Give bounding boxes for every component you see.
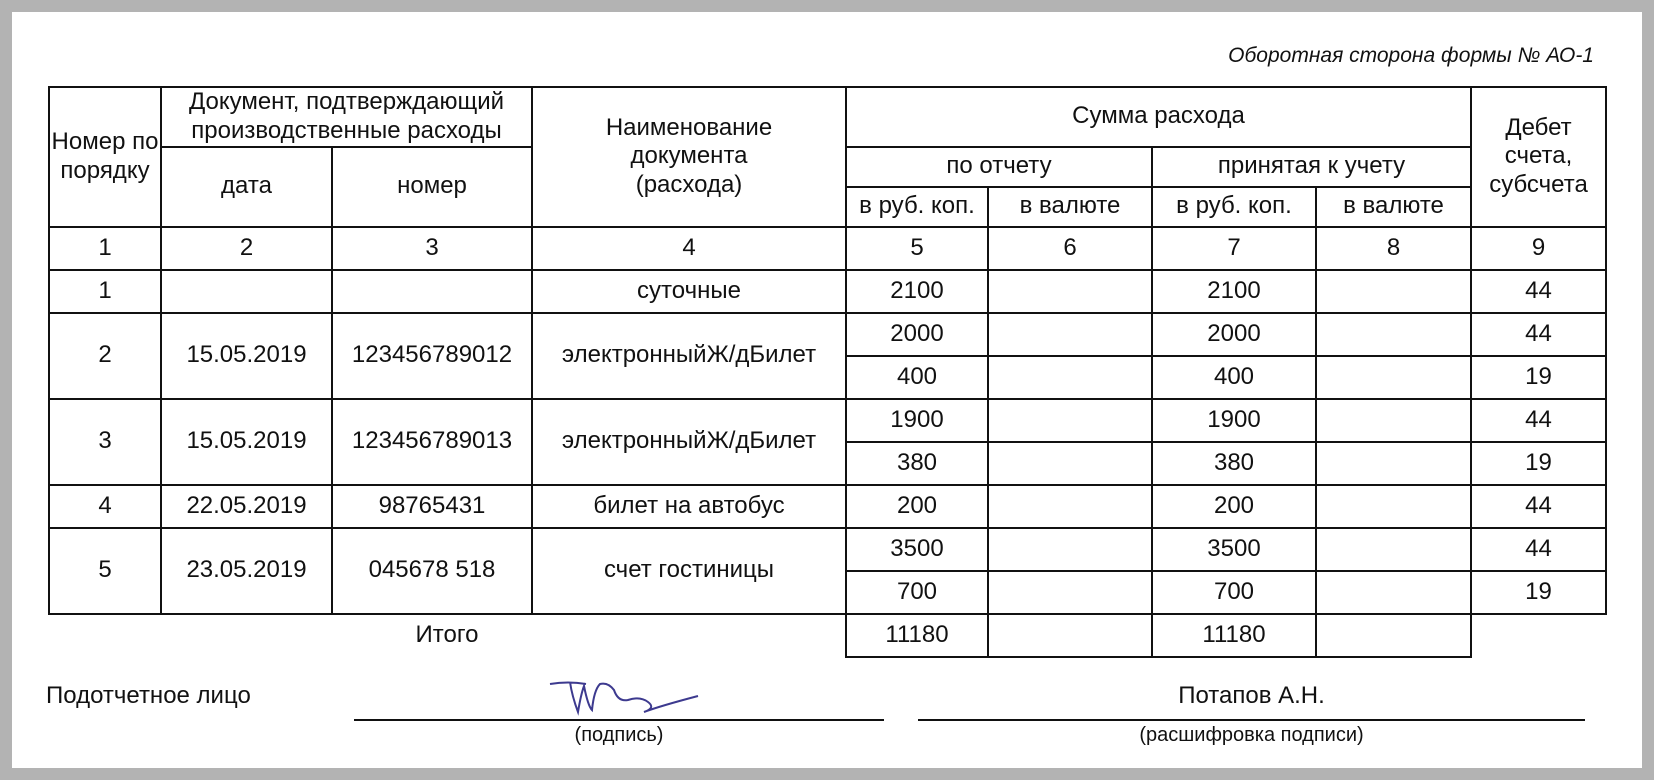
- header-sum-group: Сумма расхода: [846, 87, 1471, 147]
- cell-number: [332, 270, 532, 313]
- handwritten-signature: [548, 676, 718, 724]
- cell-acc-rub: 3500: [1152, 528, 1316, 571]
- header-doc-name: Наименование документа (расхода): [532, 87, 846, 227]
- cell-acc-rub: 700: [1152, 571, 1316, 614]
- cell-debit: 44: [1471, 399, 1606, 442]
- cell-cur: [988, 442, 1152, 485]
- header-accepted: принятая к учету: [1152, 147, 1471, 187]
- accountable-person-label: Подотчетное лицо: [46, 682, 251, 709]
- column-number: 4: [532, 227, 846, 270]
- column-number: 3: [332, 227, 532, 270]
- cell-debit: 44: [1471, 313, 1606, 356]
- header-debit: Дебет счета, субсчета: [1471, 87, 1606, 227]
- cell-acc-rub: 2100: [1152, 270, 1316, 313]
- cell-no: 5: [49, 528, 161, 614]
- total-empty: [1471, 614, 1606, 657]
- cell-no: 4: [49, 485, 161, 528]
- cell-acc-rub: 400: [1152, 356, 1316, 399]
- expense-table: [48, 86, 1607, 658]
- table-row: [49, 313, 1606, 356]
- cell-rub: 400: [846, 356, 988, 399]
- header-currency: в валюте: [988, 187, 1152, 227]
- table-row: [49, 485, 1606, 528]
- cell-no: 2: [49, 313, 161, 399]
- table-row: [49, 270, 1606, 313]
- cell-number: 123456789012: [332, 313, 532, 399]
- column-number: 1: [49, 227, 161, 270]
- cell-cur: [988, 485, 1152, 528]
- total-acc-rub: 11180: [1152, 614, 1316, 657]
- total-acc-cur: [1316, 614, 1471, 657]
- total-row: [49, 614, 1606, 657]
- cell-cur: [988, 399, 1152, 442]
- cell-date: 15.05.2019: [161, 313, 332, 399]
- cell-name: счет гостиницы: [532, 528, 846, 614]
- column-number: 9: [1471, 227, 1606, 270]
- person-name: Потапов А.Н.: [1178, 682, 1325, 709]
- form-caption: Оборотная сторона формы № АО-1: [1228, 44, 1594, 67]
- cell-debit: 44: [1471, 485, 1606, 528]
- cell-acc-rub: 200: [1152, 485, 1316, 528]
- column-number: 7: [1152, 227, 1316, 270]
- table-row: [49, 528, 1606, 571]
- header-accepted-rub: в руб. коп.: [1152, 187, 1316, 227]
- table-row: [49, 399, 1606, 442]
- total-rub: 11180: [846, 614, 988, 657]
- cell-name: электронныйЖ/дБилет: [532, 313, 846, 399]
- cell-rub: 2100: [846, 270, 988, 313]
- cell-rub: 3500: [846, 528, 988, 571]
- cell-date: [161, 270, 332, 313]
- column-numbers-row: [49, 227, 1606, 270]
- header-doc-number: номер: [332, 147, 532, 227]
- header-per-report: по отчету: [846, 147, 1152, 187]
- cell-date: 15.05.2019: [161, 399, 332, 485]
- column-number: 6: [988, 227, 1152, 270]
- cell-name: электронныйЖ/дБилет: [532, 399, 846, 485]
- cell-no: 3: [49, 399, 161, 485]
- cell-acc-rub: 1900: [1152, 399, 1316, 442]
- cell-number: 045678 518: [332, 528, 532, 614]
- cell-debit: 44: [1471, 528, 1606, 571]
- cell-acc-cur: [1316, 399, 1471, 442]
- cell-rub: 200: [846, 485, 988, 528]
- cell-rub: 380: [846, 442, 988, 485]
- cell-cur: [988, 270, 1152, 313]
- cell-cur: [988, 356, 1152, 399]
- cell-rub: 1900: [846, 399, 988, 442]
- total-label: Итого: [415, 621, 479, 649]
- cell-acc-cur: [1316, 313, 1471, 356]
- cell-acc-cur: [1316, 485, 1471, 528]
- cell-debit: 19: [1471, 442, 1606, 485]
- header-number: Номер по порядку: [49, 87, 161, 227]
- cell-acc-cur: [1316, 528, 1471, 571]
- cell-date: 22.05.2019: [161, 485, 332, 528]
- cell-acc-rub: 2000: [1152, 313, 1316, 356]
- cell-cur: [988, 528, 1152, 571]
- cell-acc-cur: [1316, 442, 1471, 485]
- cell-acc-cur: [1316, 571, 1471, 614]
- cell-debit: 19: [1471, 356, 1606, 399]
- column-number: 2: [161, 227, 332, 270]
- form-sheet: [12, 12, 1642, 768]
- header-date: дата: [161, 147, 332, 227]
- column-number: 5: [846, 227, 988, 270]
- cell-acc-rub: 380: [1152, 442, 1316, 485]
- cell-number: 98765431: [332, 485, 532, 528]
- cell-name: билет на автобус: [532, 485, 846, 528]
- header-accepted-currency: в валюте: [1316, 187, 1471, 227]
- cell-date: 23.05.2019: [161, 528, 332, 614]
- cell-acc-cur: [1316, 270, 1471, 313]
- name-caption: (расшифровка подписи): [1139, 724, 1364, 746]
- cell-cur: [988, 571, 1152, 614]
- total-cur: [988, 614, 1152, 657]
- cell-debit: 19: [1471, 571, 1606, 614]
- cell-rub: 700: [846, 571, 988, 614]
- cell-name: суточные: [532, 270, 846, 313]
- column-number: 8: [1316, 227, 1471, 270]
- cell-rub: 2000: [846, 313, 988, 356]
- name-line: [918, 719, 1585, 721]
- cell-cur: [988, 313, 1152, 356]
- signature-caption: (подпись): [574, 724, 664, 746]
- header-doc-group: Документ, подтверждающий производственные расходы: [161, 87, 532, 147]
- header-rub: в руб. коп.: [846, 187, 988, 227]
- cell-no: 1: [49, 270, 161, 313]
- cell-number: 123456789013: [332, 399, 532, 485]
- cell-debit: 44: [1471, 270, 1606, 313]
- cell-acc-cur: [1316, 356, 1471, 399]
